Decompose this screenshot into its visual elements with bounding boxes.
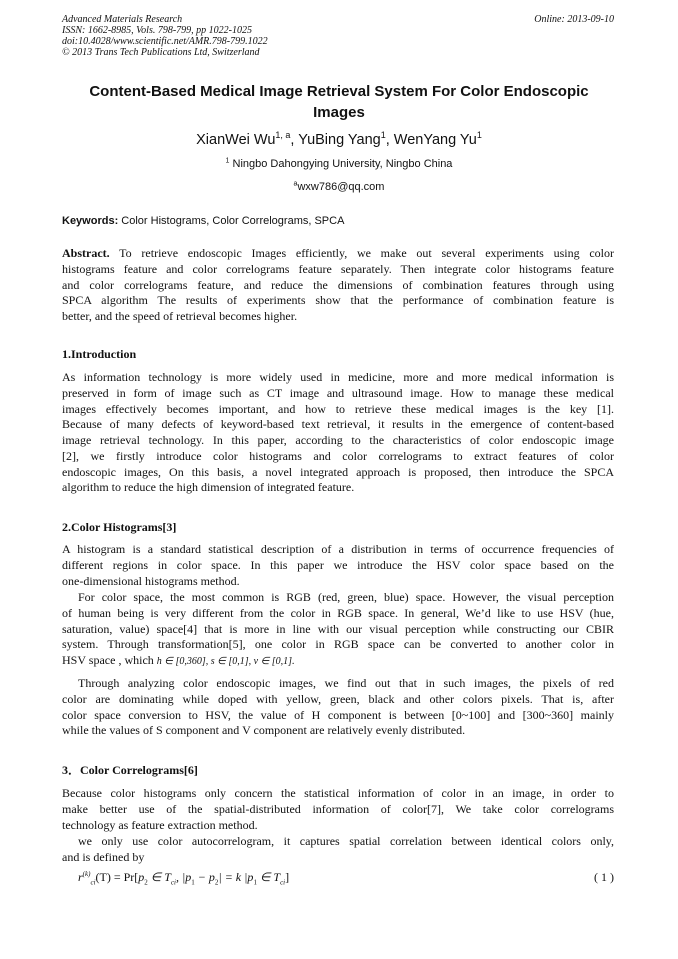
eq-symbol: 2 [144,878,148,887]
author-2-affil: 1 [380,130,386,141]
correlograms-paragraph-2 [62,834,614,866]
body-line: Through analyzing color endoscopic images, we find out that in such images, the pixels of red [78,676,614,690]
body-line: algorithm to reduce the high dimension of integrated feature. [62,480,355,495]
body-line: image retrieval technology. In this paper, according to the characteristics of color endoscopic image [62,433,614,447]
body-line: make better use of the spatial-distributed information of color[7], We take color correlograms [62,801,614,816]
body-line: preserved in form of image such as CT image and ultrasound image. How to manage these medical [62,385,614,400]
body-line: As information technology is more widely used in medicine, more and more medical information is [62,370,614,384]
author-2: YuBing Yang [298,132,381,148]
body-line: endoscopic images, On this basis, a novel integrated approach is proposed, then introduce the SPCA [62,464,614,479]
body-line: different regions in color space. In this paper we introduce the HSV color space based on the [62,557,614,572]
body-line: images effectively becomes important, and how to retrieve these medical images is the key [1]. [62,401,614,416]
correlograms-paragraph-1 [62,786,614,833]
author-sep: , [385,132,394,148]
keywords-label: Keywords: [62,215,119,227]
eq-symbol: c [90,878,94,887]
author-1: XianWei Wu [196,132,276,148]
online-date: Online: 2013-09-10 [534,14,614,25]
keywords-text: Color Histograms, Color Correlograms, SPCA [118,215,345,227]
abstract [62,246,614,325]
body-line: saturation, value) space[4] that is more in line with our visual perception while constructing our CBIR [62,621,614,636]
issn-line: ISSN: 1662-8985, Vols. 798-799, pp 1022-1025 [62,25,252,36]
body-line: Because of many defects of keyword-based text retrieval, it results in the emergence of content-based [62,417,614,432]
body-line: while the values of S component and V component are relatively evenly distributed. [62,723,466,738]
eq-symbol: i [93,878,96,887]
histograms-paragraph-1 [62,542,614,589]
author-3: WenYang Yu [393,132,477,148]
body-line: A histogram is a standard statistical description of a distribution in terms of occurrence frequencies of [62,542,614,556]
section-heading-color-correlograms: 3．Color Correlograms[6] [62,763,198,777]
body-line: technology as feature extraction method. [62,817,258,832]
affiliation-text: Ningbo Dahongying University, Ningbo China [229,158,453,170]
body-line: system. Through transformation[5], one color in RGB space can be converted to another color in [62,637,614,652]
body-line: For color space, the most common is RGB (red, green, blue) space. However, the visual perception [78,590,614,604]
email [62,180,616,194]
introduction-paragraph [62,370,614,496]
title-line-2: Images [313,104,365,121]
histograms-paragraph-2 [62,590,614,670]
email-address[interactable]: wxw786@qq.com [297,181,385,193]
eq-symbol: (T) = Pr[ [95,870,139,884]
eq-symbol: 1 [253,878,257,887]
body-line: of human being is very different from the color in RGB space. In general, We’d like to use HSV (hue, [62,605,614,620]
eq-symbol: − p [194,870,215,884]
abstract-line: SPCA algorithm The results of experiments show that the performance of combination feature is [62,293,614,308]
autocorrelogram-equation [78,866,289,890]
email-mark: a [293,180,298,188]
author-sep: , [290,132,299,148]
hsv-range-formula: h ∈ [0,360], s ∈ [0,1], v ∈ [0,1]. [156,656,295,667]
section-heading-introduction: 1.Introduction [62,347,137,361]
eq-symbol: r [78,870,83,884]
eq-symbol: 2 [214,878,219,887]
author-3-affil: 1 [476,130,482,141]
body-line: Because color histograms only concern the statistical information of color in an image, in order to [62,786,614,800]
abstract-label: Abstract. [62,246,110,260]
eq-symbol: | = k |p [218,870,254,884]
title-line-1: Content-Based Medical Image Retrieval System For Color Endoscopic [89,83,589,100]
body-line: one-dimensional histograms method. [62,573,240,588]
affiliation [62,157,616,171]
eq-symbol: (k) [82,870,91,878]
abstract-line: histograms feature and color correlograms feature separately. Then integrate color histograms feature [62,261,614,276]
body-line: we only use color autocorrelogram, it captures spatial correlation between identical colors only, [78,834,614,848]
journal-header [62,14,268,58]
abstract-line: To retrieve endoscopic Images efficiently, we make out several experiments using color [109,246,614,260]
eq-symbol: 1 [191,878,195,887]
section-heading-color-histograms: 2.Color Histograms[3] [62,520,177,534]
eq-symbol: ci [170,878,176,887]
body-line: [2], we firstly introduce color histograms and color correlograms to extract features of color [62,448,614,463]
eq-symbol: ci [280,878,286,887]
journal-name: Advanced Materials Research [62,14,183,25]
body-line: color space conversion to HSV, the value of H component is between [0~100] and [300~360] mainly [62,707,614,722]
histograms-paragraph-3 [62,676,614,739]
eq-symbol: ] [285,870,290,884]
doi-line: doi:10.4028/www.scientific.net/AMR.798-799.1022 [62,36,268,47]
eq-symbol: ∈ T [147,870,171,884]
affiliation-mark: 1 [225,157,230,165]
author-1-affil: 1, a [275,130,291,141]
eq-symbol: p [138,870,145,884]
keywords [62,214,616,228]
abstract-line: better, and the speed of retrieval becomes higher. [62,309,298,323]
copyright-line: © 2013 Trans Tech Publications Ltd, Switzerland [62,47,260,58]
abstract-line: and color correlograms feature, and reduce the dimensions of combination features through using [62,277,614,292]
paper-title [62,81,616,123]
eq-symbol: , |p [175,870,192,884]
body-line: HSV space , which [62,653,157,667]
author-list [62,131,616,149]
body-line: and is defined by [62,849,145,864]
equation-number: ( 1 ) [594,870,614,884]
body-line: color are dominating while doped with yellow, green, black and other colors pixels. That is, after [62,691,614,706]
eq-symbol: ∈ T [256,870,281,884]
